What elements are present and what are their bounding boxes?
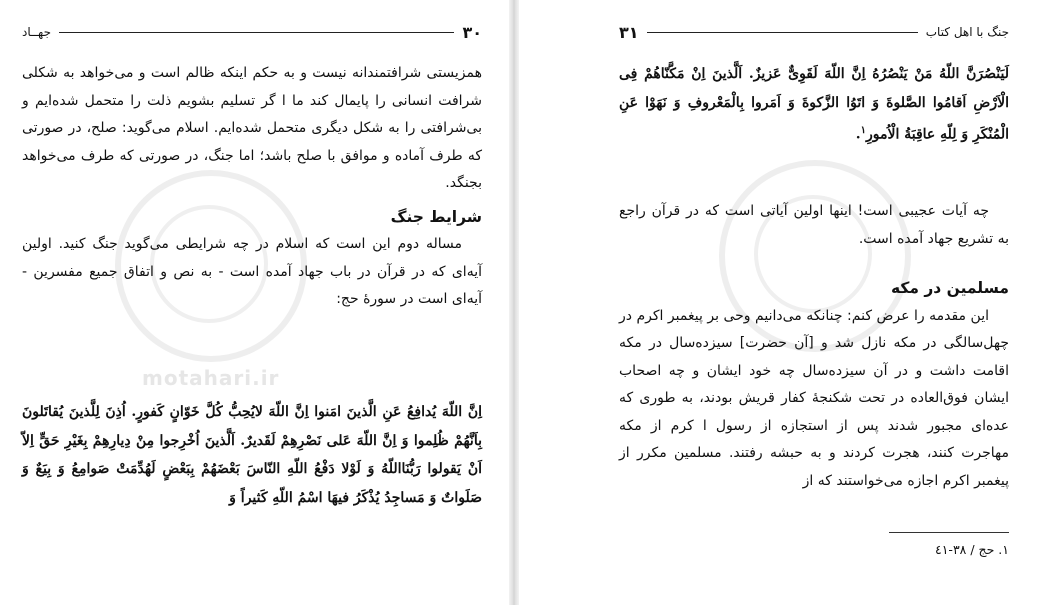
header-rule	[59, 32, 454, 33]
section-heading: شرایط جنگ	[390, 207, 482, 226]
running-head: جنگ با اهل کتاب	[925, 25, 1009, 39]
section-heading: مسلمین در مکه	[890, 279, 1009, 297]
right-page	[519, 0, 1061, 605]
book-gutter	[509, 0, 519, 605]
quran-verse: لَیَنْصُرَنَّ اللّهُ مَنْ یَنْصُرُهُ اِنَّ اللّهَ لَقَوِیٌّ عَزیزٌ. اَلَّذینَ اِنْ مَکَّنّاهُمْ فِی الْاَرْضِ اَقامُوا الصَّلوةَ وَ اتَوُا الزَّکوةَ وَ اَمَروا بِالْمَعْروفِ وَ نَهَوْا عَنِ الْمُنْکَرِ وَ لِلّهِ عاقِبَةُ الْاُمورِ$^١$.	[619, 66, 1009, 143]
body-text	[619, 198, 1009, 495]
watermark-text: motahari.ir	[142, 366, 280, 390]
page-number: ۳۰	[462, 22, 482, 42]
page-number: ۳۱	[619, 22, 639, 42]
page-header	[22, 22, 482, 42]
quran-verse-text: لَیَنْصُرَنَّ اللّهُ مَنْ یَنْصُرُهُ اِنَّ اللّهَ لَقَوِیٌّ عَزیزٌ. اَلَّذینَ اِنْ مَکَّنّاهُمْ فِی الْاَرْضِ اَقامُوا الصَّلوةَ وَ اتَوُا الزَّکوةَ وَ اَمَروا بِالْمَعْروفِ وَ نَهَوْا عَنِ الْمُنْکَرِ وَ لِلّهِ عاقِبَةُ الْاُمورِ	[619, 66, 1009, 143]
paragraph: همزیستی شرافتمندانه نیست و به حکم اینکه ظالم است و می‌خواهد به شکلی شرافت انسانی را پایمال کند ما ا گر تسلیم بشویم ذلت را متحمل شده‌ایم و بی‌شرافتی را به شکل دیگری متحمل شده‌ایم. اسلام می‌گوید: صلح، در صورتی که طرف آماده و موافق با صلح باشد؛ اما جنگ، در صورتی که طرف می‌خواهد بجنگد.	[22, 65, 482, 191]
footnote-mark: ١	[860, 125, 866, 136]
footnote: ١. حج / ٣٨-٤١	[934, 542, 1009, 557]
paragraph: چه آیات عجیبی است! اینها اولین آیاتی است که در قرآن راجع به تشریع جهاد آمده است.	[619, 203, 1009, 247]
body-text	[22, 60, 482, 314]
left-page	[0, 0, 509, 605]
running-head: جهــاد	[22, 25, 51, 39]
paragraph: مساله دوم این است که اسلام در چه شرایطی می‌گوید جنگ کنید. اولین آیه‌ای که در قرآن در باب جهاد آمده است - به نص و اتفاق جمیع مفسرین - آیه‌ای است در سورهٔ حج:	[22, 236, 482, 307]
page-header	[619, 22, 1009, 42]
header-rule	[647, 32, 918, 33]
footnote-rule	[889, 532, 1009, 533]
paragraph: این مقدمه را عرض کنم: چنانکه می‌دانیم وحی بر پیغمبر اکرم در چهل‌سالگی در مکه نازل شد و [آن حضرت] سیزده‌سال در مکه اقامت داشت و در آن سیزده‌سال چه خود ایشان و چه اصحاب ایشان فوق‌العاده در تحت شکنجهٔ کفار قریش بودند، به طوری که عده‌ای مجبور شدند پس از استجازه از رسول ا کرم از مکه مهاجرت کنند، هجرت کردند و به حبشه رفتند. مسلمین مکرر از پیغمبر اکرم اجازه می‌خواستند که از	[619, 307, 1009, 489]
quran-verse: اِنَّ اللّهَ یُدافِعُ عَنِ الَّذینَ امَنوا اِنَّ اللّهَ لایُحِبُّ کُلَّ خَوّانٍ کَفورٍ. اُذِنَ لِلَّذینَ یُقاتَلونَ بِاَنَّهُمْ ظُلِموا وَ اِنَّ اللّهَ عَلی نَصْرِهِمْ لَقَدیرٌ. اَلَّذینَ اُخْرِجوا مِنْ دِیارِهِمْ بِغَیْرِ حَقٍّ اِلاّ اَنْ یَقولوا رَبُّنَااللّهُ وَ لَوْلا دَفْعُ اللّهِ النّاسَ بَعْضَهُمْ بِبَعْضٍ لَهُدِّمَتْ صَوامِعُ وَ بِیَعٌ وَ صَلَواتٌ وَ مَساجِدُ یُذْکَرُ فیهَا اسْمُ اللّهِ کَثیراً وَ	[22, 404, 482, 506]
